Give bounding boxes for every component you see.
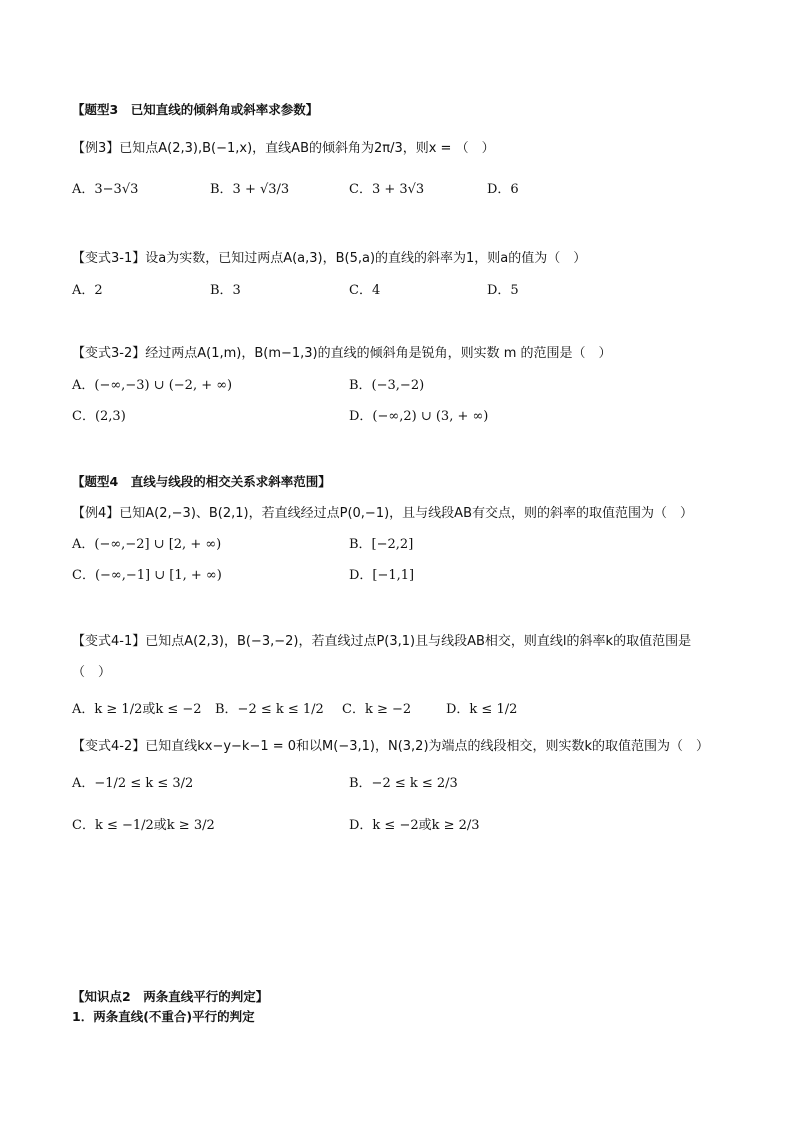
example-4-option-b[interactable]: B．[−2,2]	[349, 537, 414, 552]
example-3-question	[72, 140, 495, 158]
variant-3-2-label: 【变式3-2】	[72, 346, 146, 361]
variant-3-1-text: 设a为实数，已知过两点A(a,3)，B(5,a)的直线的斜率为1，则a的值为（ ）	[145, 251, 587, 266]
variant-4-1-option-c[interactable]: C．k ≥ −2	[342, 702, 412, 717]
subsection-title: 1．两条直线(不重合)平行的判定	[72, 1009, 255, 1024]
variant-4-2-text: 已知直线kx−y−k−1 = 0和以M(−3,1)，N(3,2)为端点的线段相交，则实数k的取值范围为（ ）	[145, 739, 710, 754]
variant-4-1-question	[72, 633, 691, 651]
example-3-label: 【例3】	[72, 141, 120, 156]
variant-3-2-question	[72, 345, 612, 363]
variant-4-1-question-cont: （ ）	[72, 665, 112, 680]
section-header-knowledge2: 【知识点2 两条直线平行的判定】	[72, 989, 269, 1004]
variant-3-1-option-b[interactable]: B．3	[210, 283, 241, 298]
variant-4-1-option-b[interactable]: B．−2 ≤ k ≤ 1/2	[215, 702, 324, 717]
variant-4-2-question	[72, 738, 709, 756]
example-4-label: 【例4】	[72, 506, 120, 521]
variant-4-1-text: 已知点A(2,3)，B(−3,−2)，若直线过点P(3,1)且与线段AB相交，则直线l的斜率k的取值范围是	[145, 634, 692, 649]
example-4-text: 已知A(2,−3)、B(2,1)，若直线经过点P(0,−1)，且与线段AB有交点，则的斜率的取值范围为（ ）	[119, 506, 693, 521]
variant-3-1-label: 【变式3-1】	[72, 251, 146, 266]
example-3-text: 已知点A(2,3),B(−1,x)，直线AB的倾斜角为2π/3，则x = （ ）	[119, 141, 495, 156]
example-3-option-c[interactable]: C．3 + 3√3	[349, 182, 425, 197]
variant-4-2-option-b[interactable]: B．−2 ≤ k ≤ 2/3	[349, 776, 458, 791]
variant-3-2-text: 经过两点A(1,m)，B(m−1,3)的直线的倾斜角是锐角，则实数 m 的范围是（ ）	[145, 346, 612, 361]
section-header-type4: 【题型4 直线与线段的相交关系求斜率范围】	[72, 474, 331, 489]
variant-4-2-option-d[interactable]: D．k ≤ −2或k ≥ 2/3	[349, 818, 480, 833]
variant-3-2-option-d[interactable]: D．(−∞,2) ∪ (3, + ∞)	[349, 409, 489, 424]
variant-3-2-option-a[interactable]: A．(−∞,−3) ∪ (−2, + ∞)	[72, 378, 233, 393]
example-4-option-d[interactable]: D．[−1,1]	[349, 568, 415, 583]
example-4-option-a[interactable]: A．(−∞,−2] ∪ [2, + ∞)	[72, 537, 222, 552]
variant-4-2-option-c[interactable]: C．k ≤ −1/2或k ≥ 3/2	[72, 818, 215, 833]
example-4-option-c[interactable]: C．(−∞,−1] ∪ [1, + ∞)	[72, 568, 222, 583]
variant-3-1-option-a[interactable]: A．2	[72, 283, 103, 298]
example-4-question	[72, 505, 693, 523]
example-3-option-a[interactable]: A．3−3√3	[72, 182, 139, 197]
example-3-option-d[interactable]: D．6	[487, 182, 519, 197]
variant-4-2-label: 【变式4-2】	[72, 739, 146, 754]
variant-4-1-label: 【变式4-1】	[72, 634, 146, 649]
variant-3-2-option-b[interactable]: B．(−3,−2)	[349, 378, 425, 393]
variant-3-1-option-c[interactable]: C．4	[349, 283, 381, 298]
example-3-option-b[interactable]: B．3 + √3/3	[210, 182, 290, 197]
section-header-type3: 【题型3 已知直线的倾斜角或斜率求参数】	[72, 102, 319, 117]
variant-3-2-option-c[interactable]: C．(2,3)	[72, 409, 126, 424]
variant-4-1-option-a[interactable]: A．k ≥ 1/2或k ≤ −2	[72, 702, 202, 717]
variant-3-1-option-d[interactable]: D．5	[487, 283, 519, 298]
variant-4-2-option-a[interactable]: A．−1/2 ≤ k ≤ 3/2	[72, 776, 194, 791]
variant-4-1-option-d[interactable]: D．k ≤ 1/2	[446, 702, 518, 717]
variant-3-1-question	[72, 250, 586, 268]
